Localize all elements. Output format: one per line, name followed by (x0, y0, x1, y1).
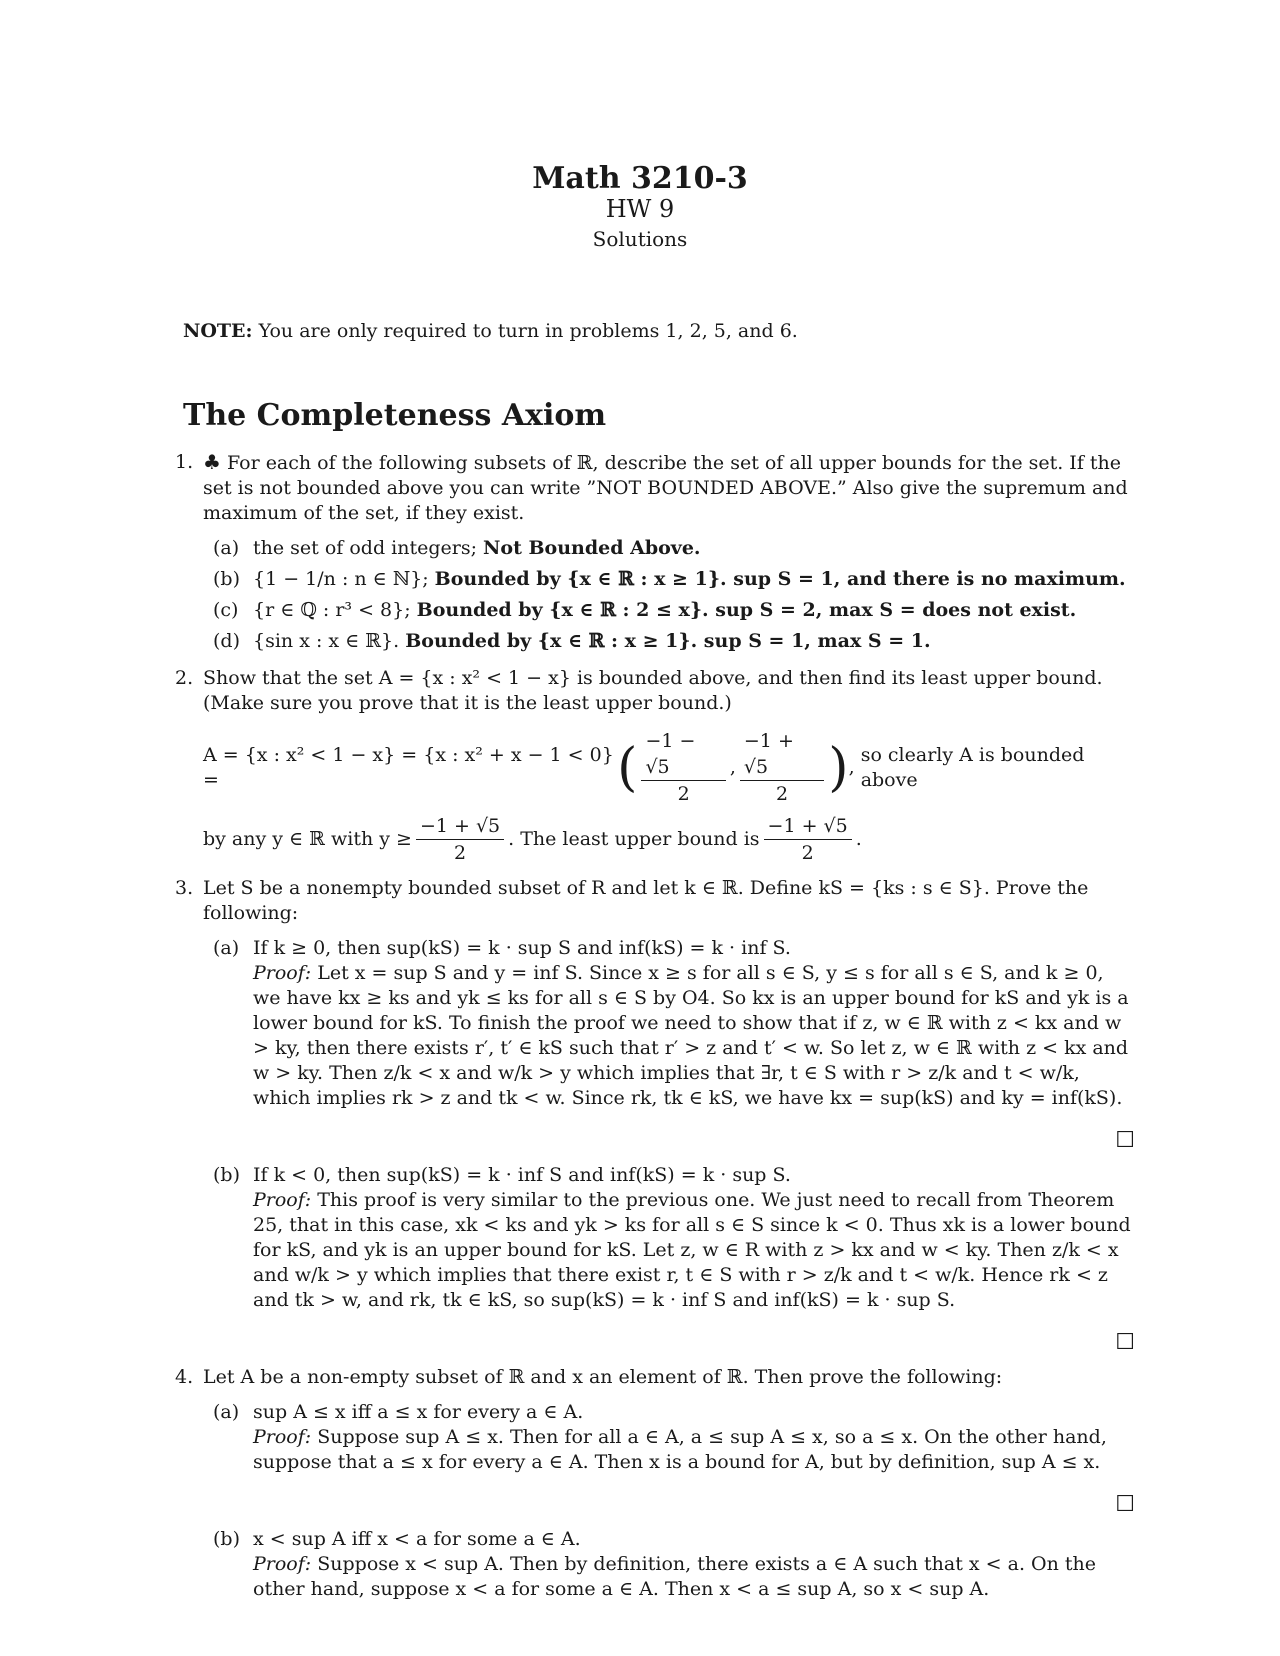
fraction-numerator: −1 + √5 (740, 728, 824, 781)
subpart-question: the set of odd integers; (253, 537, 477, 559)
subpart-question: {sin x : x ∈ ℝ}. (253, 630, 400, 652)
proof (253, 1188, 1135, 1313)
problem-4 (175, 1365, 1135, 1602)
left-paren: ( (617, 737, 638, 798)
problem-number: 2. (175, 667, 194, 689)
problem-3 (175, 876, 1135, 1355)
qed-icon: ☐ (1115, 1128, 1135, 1153)
fraction-denominator: 2 (677, 783, 690, 805)
subpart-b (213, 567, 1135, 592)
problem-text: Let S be a nonempty bounded subset of R and let k ∈ ℝ. Define kS = {ks : s ∈ S}. Prove the following: (203, 877, 1089, 924)
subparts (213, 936, 1135, 1355)
bound-text: by any y ∈ ℝ with y ≥ (203, 828, 412, 850)
proof-label: Proof: (253, 962, 312, 984)
proof (253, 961, 1135, 1111)
qed-icon: ☐ (1115, 1330, 1135, 1355)
right-paren: ) (828, 737, 849, 798)
subpart-label: (a) (213, 937, 240, 959)
course-title: Math 3210-3 (532, 161, 748, 196)
fraction-denominator: 2 (801, 842, 814, 864)
subpart-answer: Bounded by {x ∈ ℝ : x ≥ 1}. sup S = 1, and there is no maximum. (434, 568, 1126, 590)
subpart-answer: Bounded by {x ∈ ℝ : 2 ≤ x}. sup S = 2, max S = does not exist. (416, 599, 1077, 621)
subpart-label: (a) (213, 537, 240, 559)
section-title: The Completeness Axiom (183, 398, 607, 433)
document-header (0, 162, 1280, 252)
problem-number: 1. (175, 451, 194, 473)
subpart-a (213, 536, 1135, 561)
period: . (855, 828, 862, 850)
problems (175, 450, 1135, 1608)
club-icon: ♣ (203, 450, 221, 474)
subpart-answer: Bounded by {x ∈ ℝ : x ≥ 1}. sup S = 1, max S = 1. (405, 630, 931, 652)
subpart-a (213, 1400, 1135, 1517)
fraction (641, 728, 725, 807)
subpart-label: (b) (213, 568, 240, 590)
equation-lhs: A = {x : x² < 1 − x} = {x : x² + x − 1 < 0} = (203, 743, 614, 791)
proof (253, 1552, 1135, 1602)
problem-1 (175, 450, 1135, 654)
fraction-numerator: −1 − √5 (641, 728, 725, 781)
note (183, 320, 798, 342)
qed-icon: ☐ (1115, 1492, 1135, 1517)
proof-label: Proof: (253, 1553, 312, 1575)
subpart-answer: Not Bounded Above. (483, 537, 701, 559)
proof (253, 1425, 1135, 1475)
proof-label: Proof: (253, 1426, 312, 1448)
note-text: You are only required to turn in problems 1, 2, 5, and 6. (252, 320, 798, 342)
subpart-question: {r ∈ ℚ : r³ < 8}; (253, 599, 411, 621)
subpart-question: {1 − 1/n : n ∈ ℕ}; (253, 568, 429, 590)
assignment-title: HW 9 (605, 195, 675, 223)
equation-bound (203, 813, 1135, 866)
fraction-numerator: −1 + √5 (764, 813, 852, 840)
subtitle: Solutions (592, 227, 688, 251)
proof-text: Suppose x < sup A. Then by definition, there exists a ∈ A such that x < a. On the other hand, suppose x < a for some a ∈ A. Then x < a ≤ sup A, so x < sup A. (253, 1553, 1097, 1600)
fraction-denominator: 2 (453, 842, 467, 864)
subpart-statement: If k ≥ 0, then sup(kS) = k · sup S and inf(kS) = k · inf S. (253, 937, 791, 959)
subpart-c (213, 598, 1135, 623)
subpart-a (213, 936, 1135, 1153)
proof-text: This proof is very similar to the previous one. We just need to recall from Theorem 25, that in this case, xk < ks and yk > ks for all s ∈ S since k < 0. Thus xk is a lower bound for kS, and yk is an upper bound for kS. Let z, w ∈ R with z > kx and w < ky. Then z/k < x and w/k > y which implies that there exist r, t ∈ S with r > z/k and t < w/k. Hence rk < z and tk > w, and rk, tk ∈ kS, so sup(kS) = k · inf S and inf(kS) = k · sup S. (253, 1189, 1131, 1311)
subpart-label: (c) (213, 599, 239, 621)
problem-text: For each of the following subsets of ℝ, describe the set of all upper bounds for the set. If the set is not bounded above you can write ”NOT BOUNDED ABOVE.” Also give the supremum and maximum of the set, if they exist. (203, 452, 1128, 524)
subpart-b (213, 1527, 1135, 1602)
subpart-label: (b) (213, 1164, 240, 1186)
proof-text: Let x = sup S and y = inf S. Since x ≥ s for all s ∈ S, y ≤ s for all s ∈ S, and k ≥ 0, we have kx ≥ ks and yk ≤ ks for all s ∈ S by O4. So kx is an upper bound for kS and yk is a lower bound for kS. To finish the proof we need to show that if z, w ∈ ℝ with z < kx and w > ky, then there exists r′, t′ ∈ kS such that r′ > z and t′ < w. So let z, w ∈ ℝ with z < kx and w > ky. Then z/k < x and w/k > y which implies that ∃r, t ∈ S with r > z/k and t < w/k, which implies rk > z and tk < w. Since rk, tk ∈ kS, we have kx = sup(kS) and ky = inf(kS). (253, 962, 1129, 1109)
equation-interval: A = {x : x² < 1 − x} = {x : x² + x − 1 < 0} = ( $\frac{-1 - √5}{2}$ , $\frac{-1 + √5}{2}$ ) , so clearly A is bounded above (203, 728, 1135, 807)
problem-text: Show that the set A = {x : x² < 1 − x} is bounded above, and then find its least upper bound. (Make sure you prove that it is the least upper bound.) (203, 667, 1103, 714)
subpart-label: (b) (213, 1528, 240, 1550)
subpart-statement: If k < 0, then sup(kS) = k · inf S and inf(kS) = k · sup S. (253, 1164, 791, 1186)
problem-number: 4. (175, 1366, 194, 1388)
proof-text: Suppose sup A ≤ x. Then for all a ∈ A, a ≤ sup A ≤ x, so a ≤ x. On the other hand, suppose that a ≤ x for every a ∈ A. Then x is a bound for A, but by definition, sup A ≤ x. (253, 1426, 1107, 1473)
problem-number: 3. (175, 877, 194, 899)
subparts (213, 536, 1135, 654)
problem-2 (175, 666, 1135, 866)
subpart-statement: sup A ≤ x iff a ≤ x for every a ∈ A. (253, 1401, 584, 1423)
fraction (764, 813, 852, 866)
fraction (740, 728, 824, 807)
subpart-label: (a) (213, 1401, 240, 1423)
fraction-numerator: −1 + √5 (416, 813, 504, 840)
note-label: NOTE: (183, 320, 253, 342)
subparts (213, 1400, 1135, 1602)
subpart-statement: x < sup A iff x < a for some a ∈ A. (253, 1528, 581, 1550)
subpart-label: (d) (213, 630, 240, 652)
proof-label: Proof: (253, 1189, 312, 1211)
lub-text: . The least upper bound is (508, 828, 760, 850)
problem-text: Let A be a non-empty subset of ℝ and x an element of ℝ. Then prove the following: (203, 1366, 1003, 1388)
fraction-denominator: 2 (776, 783, 789, 805)
equation-tail: so clearly A is bounded above (860, 743, 1085, 791)
subpart-b (213, 1163, 1135, 1355)
subpart-d (213, 629, 1135, 654)
fraction (416, 813, 504, 866)
